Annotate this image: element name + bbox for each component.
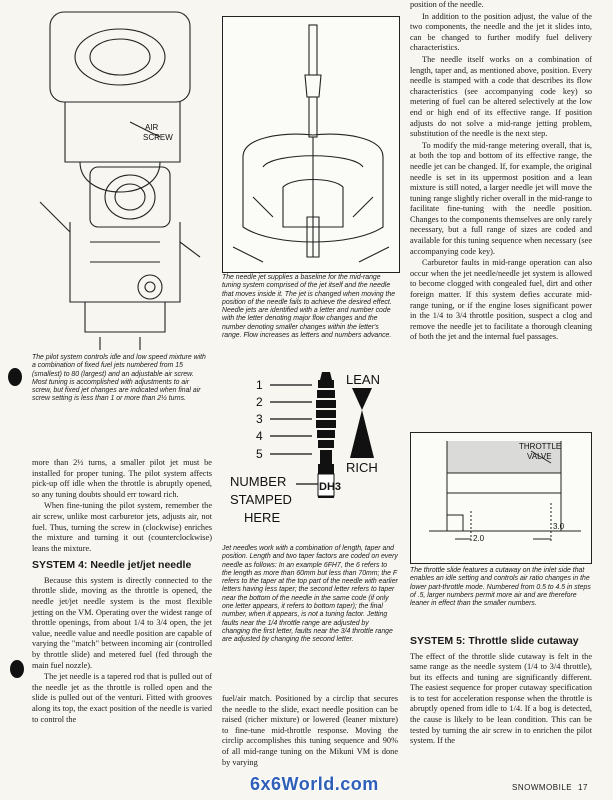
needle-jet-caption: The needle jet supplies a baseline for the mid-range tuning system comprised of the jet itself and the needle that moves inside it. The jet is changed when moving the position of the needle fails to achieve the desired effect. Needle jets are identified with a letter and number code with the letter denoting major flow changes and the number denoting smaller changes within the letter's range. Flow increases as letters and numbers advance. <box>222 274 396 340</box>
col1-paragraph-1: more than 2½ turns, a smaller pilot jet must be installed for proper tuning. The pilot system affects pick-up off idle when the throttle is abruptly opened, so any tuning doubts should err toward rich. <box>32 458 212 499</box>
col2-paragraph-1: fuel/air match. Positioned by a circlip that secures the needle to the slide, exact needle position can be raised (richer mixture) or lowered (leaner mixture) to fine-tune mid-throttle response. Moving the circlip accomplishes this tuning sequence and 90% of all mid-range tuning on the Mikuni VM is done by varying <box>222 694 398 767</box>
jet-needle-figure <box>222 368 398 540</box>
throttle-slide-caption: The throttle slide features a cutaway on the inlet side that enables an idle setting and controls air ratio changes in the lower part-throttle mode. Numbered from 0.5 to 4.5 in steps of .5, larger numbers permit more air and are therefore leaner in effect than the smaller numbers. <box>410 567 591 608</box>
stamp-label-2: STAMPED <box>230 492 292 507</box>
needle-number-2: 2 <box>256 395 263 409</box>
dimension-3-0: 3.0 <box>553 522 565 531</box>
needle-number-5: 5 <box>256 447 263 461</box>
column-3-lower <box>410 630 592 748</box>
throttle-slide-figure <box>410 432 592 564</box>
jet-needle-caption: Jet needles work with a combination of length, taper and position. Length and two taper factors are coded on every needle as follows: In an example 6FH7, the 6 refers to the length as more than 60mm but less than 70mm; the F refers to the taper at the top part of the needle with earlier letters having less taper; the second letter refers to taper near the bottom of the needle in the same code (if only one letter appears, it refers to bottom taper); the final number, when it appears, is not a tuning factor. Jetting faults near the 1/4 throttle range are adjusted by changing the first letter, faults near the 3/4 throttle range are adjusted by changing the second letter. <box>222 545 398 644</box>
stamp-label-1: NUMBER <box>230 474 287 489</box>
footer-page-number: 17 <box>578 783 588 792</box>
col3-paragraph-4: To modify the mid-range metering overall, that is, at both the top and bottom of its effective range, the needle jet can be changed. If, for example, the original needle is set in its uppermost position and a lean mixture is still noted, a larger needle jet will move the tuning range slightly richer overall in the mid-range to facilitate fine-tuning with the needle position. Changes to the components themselves are only rarely necessary, but a full range of sizes are coded and available for this tuning sequence when necessary (see accompanying code key). <box>410 140 592 256</box>
section-bullet-2 <box>10 660 24 678</box>
col3-paragraph-5: Carburetor faults in mid-range operation can also occur when the jet needle/needle jet system is allowed to become clogged with congealed fuel, dirt and other foreign matter. If this system defies accurate mid-range tuning, or if the engine loses significant power in the 1/4 to 3/4 throttle position, suspect a clog and remove the needle jet to facilitate a thorough cleaning of both the jet and the internal fuel passages. <box>410 258 592 342</box>
col3-paragraph-2: In addition to the position adjust, the value of the two components, the needle and the jet it slides into, can be changed to further modify fuel delivery characteristics. <box>410 11 592 53</box>
section-bullet <box>8 368 22 386</box>
footer-magazine: SNOWMOBILE <box>512 783 573 792</box>
needle-jet-illustration <box>223 17 399 272</box>
watermark: 6x6World.com <box>250 774 379 794</box>
col1-paragraph-3: Because this system is directly connected to the throttle slide, moving as the throttle is opened, the needle jet/jet needle system is the most flexible jetting on the VM. Operating over the widest range of throttle openings, from about 1/4 to 3/4 open, the jet value, needle value and needle position are capable of varying the "match" between incoming air (controlled by throttle slide) and metered fuel (fed through the main fuel nozzle). <box>32 575 212 670</box>
stamp-code-text: DH3 <box>319 481 342 493</box>
pilot-system-figure <box>30 2 210 497</box>
col1-paragraph-2: When fine-tuning the pilot system, remember the air screw, unlike most carburetor jets, adjusts air, not fuel. Thus, turning the screw in (clockwise) enriches the mixture and turning it out (counterclockwise) leans the mixture. <box>32 501 212 553</box>
carburetor-illustration <box>30 2 210 352</box>
jet-needle-diagram <box>222 368 398 540</box>
throttle-valve-label-2: VALVE <box>527 452 552 461</box>
air-screw-label: AIR <box>145 123 159 132</box>
throttle-slide-diagram <box>411 433 591 563</box>
dimension-2-0: 2.0 <box>473 534 485 543</box>
system5-heading: SYSTEM 5: Throttle slide cutaway <box>410 635 579 647</box>
col1-paragraph-4: The jet needle is a tapered rod that is pulled out of the needle jet as the throttle is rolled open and the slide is pulled out of the venturi. Fitted with grooves along its top, the exact position of the needle is varied to control the <box>32 672 212 724</box>
needle-number-4: 4 <box>256 429 263 443</box>
stamp-label-3: HERE <box>244 510 281 525</box>
col3-paragraph-1: position of the needle. <box>410 0 484 9</box>
column-3 <box>410 0 592 344</box>
air-screw-label-2: SCREW <box>143 133 173 142</box>
lean-label: LEAN <box>346 372 380 387</box>
needle-number-3: 3 <box>256 412 263 426</box>
needle-number-1: 1 <box>256 378 263 392</box>
rich-label: RICH <box>346 460 378 475</box>
col3-paragraph-3: The needle itself works on a combination of length, taper and, as mentioned above, position. Every needle is stamped with a code that describes its flow characteristics (see accompanying code key) so metering of fuel can be altered selectively at the low end or high end of its effective range. If position adjusts do not solve a mid-range jetting problem, substitution of the needle is the next step. <box>410 54 592 139</box>
pilot-caption: The pilot system controls idle and low speed mixture with a combination of fixed fuel jets numbered from 15 (smallest) to 80 (largest) and an adjustable air screw. Most tuning is accomplished with adjustments to air screw, but fixed jet changes are indicated when final air screw setting is less than 1 or more than 2½ turns. <box>32 354 206 403</box>
column-2 <box>222 694 398 769</box>
throttle-valve-label-1: THROTTLE <box>519 442 562 451</box>
column-1 <box>32 458 212 726</box>
needle-jet-figure <box>222 16 400 273</box>
system4-heading: SYSTEM 4: Needle jet/jet needle <box>32 559 192 572</box>
col3-paragraph-6: The effect of the throttle slide cutaway is felt in the same range as the needle system (1/4 to 3/4 throttle), but its effects and tuning are significantly different. The easiest sequence for proper cutaway specification is to test for acceleration response when the throttle is abruptly opened from idle to 1/4. If a bog is detected, the cause is likely to be lean condition. This can be tested by turning the air screw in to enrichen the pilot system. If the <box>410 651 592 746</box>
